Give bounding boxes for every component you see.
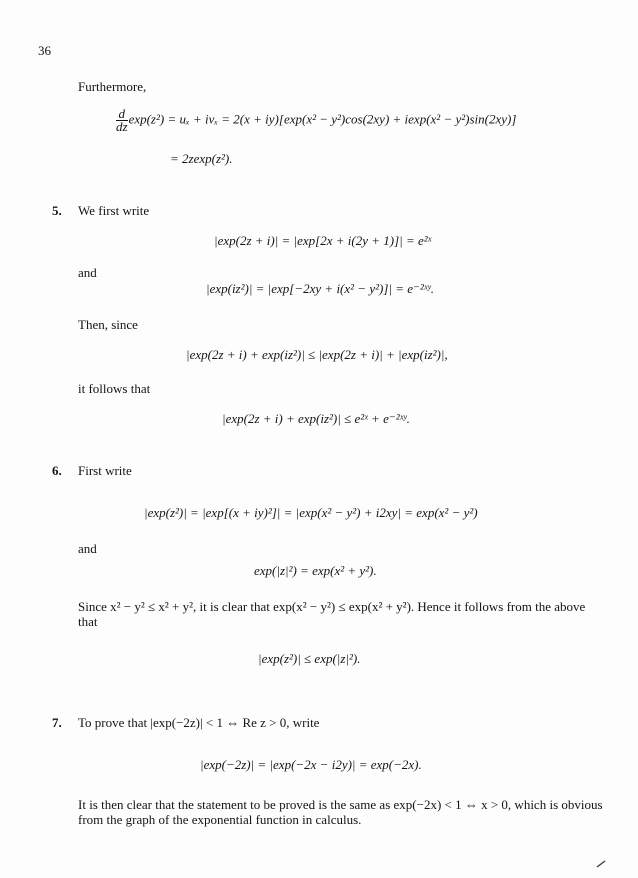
section5-follows: it follows that <box>78 381 151 396</box>
derivative-rhs: exp(z²) = uₓ + ivₓ = 2(x + iy)[exp(x² − y²)cos(2xy) + iexp(x² − y²)sin(2xy)] <box>128 111 517 127</box>
section6-and: and <box>78 541 97 556</box>
section-number-7: 7. <box>52 715 62 730</box>
pen-mark-icon <box>596 860 606 868</box>
section6-eq2: exp(|z|²) = exp(x² + y²). <box>254 563 377 578</box>
section-number-5: 5. <box>52 203 62 218</box>
section6-paragraph: Since x² − y² ≤ x² + y², it is clear that exp(x² − y²) ≤ exp(x² + y²). Hence it follows from the above that <box>78 599 586 629</box>
section5-lead: We first write <box>78 203 150 218</box>
section7-eq1: |exp(−2z)| = |exp(−2x − i2y)| = exp(−2x). <box>200 757 422 772</box>
derivative-fraction: $\frac{d}{dz}$ <box>116 106 128 134</box>
section-number-6: 6. <box>52 463 62 478</box>
section6-eq1: |exp(z²)| = |exp[(x + iy)²]| = |exp(x² − y²) + i2xy| = exp(x² − y²) <box>144 505 478 520</box>
section5-then: Then, since <box>78 317 138 332</box>
section5-eq1: |exp(2z + i)| = |exp[2x + i(2y + 1)]| = e²ˣ <box>214 233 432 248</box>
section6-lead: First write <box>78 463 132 478</box>
section7-lead: To prove that |exp(−2z)| < 1 ⇔ Re z > 0, write <box>78 715 320 730</box>
furthermore-text: Furthermore, <box>78 79 147 94</box>
derivative-equation <box>116 108 516 133</box>
section5-eq3: |exp(2z + i) + exp(iz²)| ≤ |exp(2z + i)| + |exp(iz²)|, <box>186 347 448 362</box>
page-number: 36 <box>38 43 51 58</box>
derivative-result: = 2zexp(z²). <box>170 151 233 166</box>
section6-eq3: |exp(z²)| ≤ exp(|z|²). <box>258 651 361 666</box>
section5-eq4: |exp(2z + i) + exp(iz²)| ≤ e²ˣ + e⁻²ˣʸ. <box>222 411 410 426</box>
section5-eq2: |exp(iz²)| = |exp[−2xy + i(x² − y²)]| = e⁻²ˣʸ. <box>206 281 434 296</box>
section7-paragraph: It is then clear that the statement to be proved is the same as exp(−2x) < 1 ⇔ x > 0, which is obvious from the graph of the exponential function in calculus. <box>78 797 603 827</box>
section5-and: and <box>78 265 97 280</box>
